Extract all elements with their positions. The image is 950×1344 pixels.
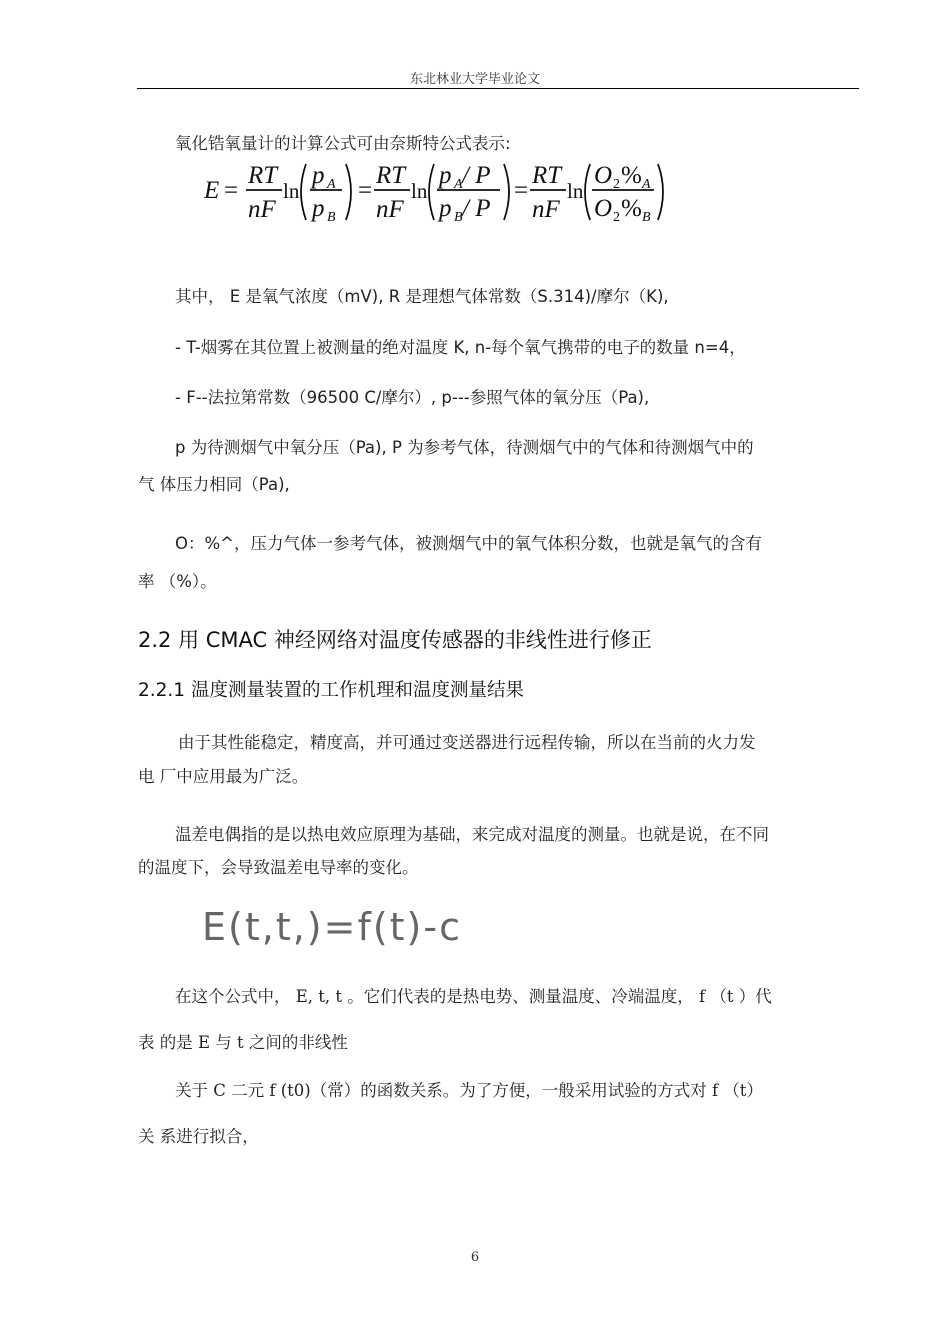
para-p-definition-line2: 气 体压力相同（Pa), (138, 475, 290, 494)
eq-ln-3: ln (567, 179, 584, 203)
eq-t3-num: O (594, 162, 613, 189)
para-t-definition: - T-烟雾在其位置上被测量的绝对温度 K, n-每个氧气携带的电子的数量 n=4， (175, 338, 746, 357)
eq-ln-2: ln (411, 179, 428, 203)
para-application-line1: 由于其性能稳定，精度高，并可通过变送器进行远程传输，所以在当前的火力发 (178, 733, 756, 752)
eq-t3-den: O (594, 195, 613, 222)
eq-t1-num: p (312, 162, 325, 189)
eq-sign-2: = (358, 177, 373, 204)
para-fitting-line2: 关 系进行拟合， (138, 1127, 259, 1146)
eq-t2-num: p (439, 162, 452, 189)
eq-t2-num-tail: / P (462, 162, 491, 189)
eq-sign-1: = (224, 177, 239, 204)
para-formula-explain-line2: 表 的是 E 与 t 之间的非线性 (138, 1033, 348, 1052)
section-heading-2-2: 2.2 用 CMAC 神经网络对温度传感器的非线性进行修正 (138, 628, 652, 652)
eq-nf-2: nF (376, 196, 404, 223)
eq-sign-3: = (514, 177, 529, 204)
eq-t3-den-mid: 2 (613, 210, 620, 225)
nernst-equation (200, 152, 670, 232)
header-rule (137, 88, 859, 89)
eq-ln-1: ln (283, 179, 300, 203)
para-thermocouple-line2: 的温度下，会导致温差电导率的变化。 (138, 858, 419, 877)
eq-t2-num-sub: A (454, 177, 463, 192)
formula-intro: 氧化锆氧量计的计算公式可由奈斯特公式表示: (175, 134, 511, 153)
para-f-definition: - F--法拉第常数（96500 C/摩尔）, p---参照气体的氧分压（Pa), (175, 388, 650, 407)
para-p-definition-line1: p 为待测烟气中氧分压（Pa), P 为参考气体，待测烟气中的气体和待测烟气中的 (175, 438, 754, 457)
eq-t3-num-pct: % (621, 162, 642, 189)
para-application-line2: 电 厂中应用最为广泛。 (138, 767, 309, 786)
eq-t1-num-sub: A (327, 177, 336, 192)
eq-t3-den-pct: % (621, 195, 642, 222)
para-e-definition: 其中， E 是氧气浓度（mV), R 是理想气体常数（S.314)/摩尔（K), (175, 287, 669, 306)
eq-t1-den: p (312, 195, 325, 222)
eq-rt-2: RT (376, 162, 406, 189)
para-o2-definition-line1: O：%^，压力气体一参考气体，被测烟气中的氧气体积分数，也就是氧气的含有 (175, 534, 762, 553)
eq-rt-1: RT (248, 162, 278, 189)
eq-t2-den: p (439, 195, 452, 222)
para-fitting-line1: 关于 C 二元 f (t0)（常）的函数关系。为了方便，一般采用试验的方式对 f （t） (175, 1081, 763, 1100)
eq-t2-den-sub: B (454, 210, 463, 225)
eq-t3-num-mid: 2 (613, 177, 620, 192)
eq-t1-den-sub: B (327, 210, 336, 225)
eq-lhs: E (204, 177, 220, 204)
page-number: 6 (470, 1250, 480, 1265)
eq-t2-den-tail: / P (462, 195, 491, 222)
section-heading-2-2-1: 2.2.1 温度测量装置的工作机理和温度测量结果 (138, 680, 524, 701)
para-thermocouple-line1: 温差电偶指的是以热电效应原理为基础，来完成对温度的测量。也就是说，在不同 (175, 825, 769, 844)
eq-t3-den-sub: B (642, 210, 651, 225)
eq-t3-num-sub: A (642, 177, 651, 192)
para-o2-definition-line2: 率 （%）。 (138, 572, 217, 591)
eq-nf-1: nF (248, 196, 276, 223)
eq-rt-3: RT (532, 162, 562, 189)
thermo-equation: E(t,t,)=f(t)-c (202, 905, 462, 949)
eq-nf-3: nF (532, 196, 560, 223)
para-formula-explain-line1: 在这个公式中， E, t, t 。它们代表的是热电势、测量温度、冷端温度， f （t ）代 (175, 987, 772, 1006)
running-header: 东北林业大学毕业论文 (409, 72, 540, 87)
